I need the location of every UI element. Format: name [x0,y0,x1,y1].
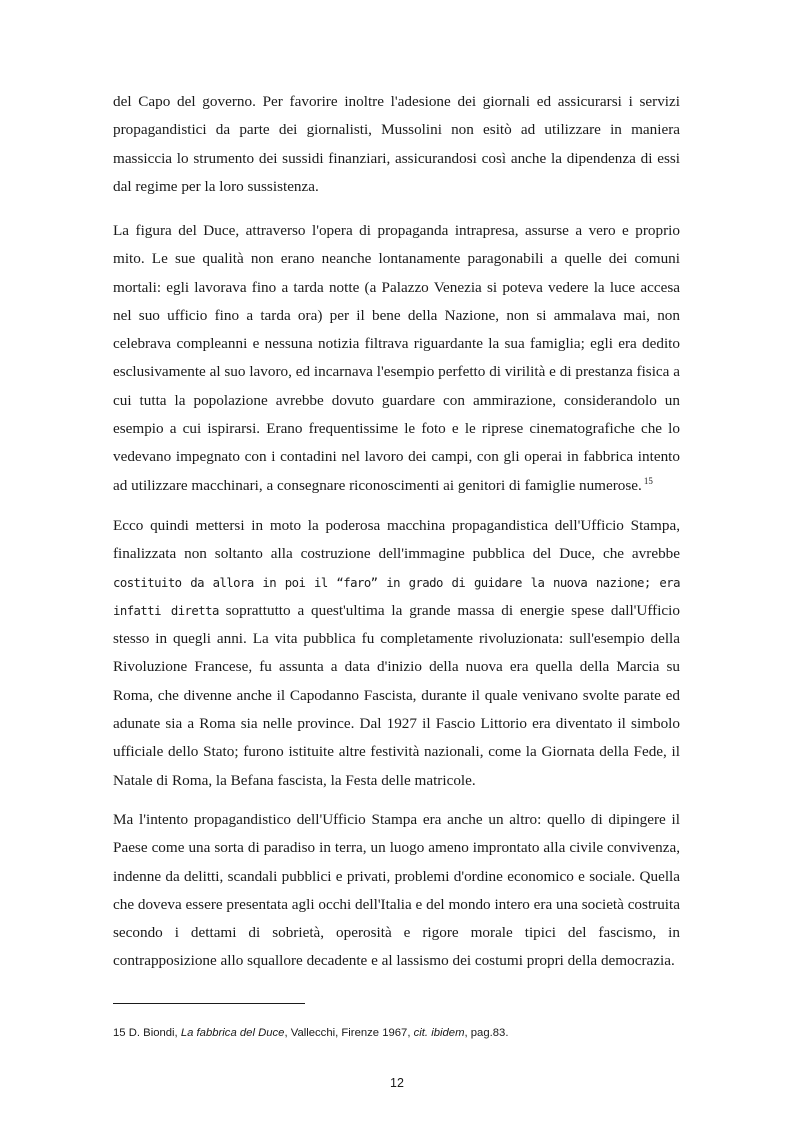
paragraph-2 [113,217,680,500]
footnote-publisher: , Vallecchi, Firenze 1967, [284,1027,414,1039]
footnote [113,1026,680,1040]
footnote-number: 15 [113,1027,126,1039]
paragraph-3-text-part1: Ecco quindi mettersi in moto la poderosa macchina propagandistica dell'Ufficio Stampa, finalizzata non soltanto alla costruzione dell'immagine pubblica del Duce, che avrebbe [113,517,680,563]
footnote-reference: 15 [643,475,653,486]
paragraph-1-text: del Capo del governo. Per favorire inoltre l'adesione dei giornali ed assicurarsi i servizi propagandistici da parte dei giornalisti, Mussolini non esitò ad utilizzare in maniera massiccia lo strumento dei sussidi finanziari, assicurandosi così anche la dipendenza di essi dal regime per la loro sussistenza. [113,93,680,195]
paragraph-3-text-part3: soprattutto a quest'ultima la grande massa di energie spese dall'Ufficio stesso in quegli anni. La vita pubblica fu completamente rivoluzionata: sull'esempio della Rivoluzione Francese, fu assunta a data d'inizio della nuova era quella della Marcia su Roma, che divenne anche il Capodanno Fascista, durante il quale venivano svolte parate ed adunate sia a Roma sia nelle province. Dal 1927 il Fascio Littorio era diventato il simbolo ufficiale dello Stato; furono istituite altre festività nazionali, come la Giornata della Fede, il Natale di Roma, la Befana fascista, la Festa delle matricole. [113,601,680,789]
paragraph-4 [113,806,680,976]
footnote-page: , pag.83. [464,1027,509,1039]
paragraph-3-text-part2: costituito da allora in poi il “faro” in grado di guidare la nuova nazione; era infatti diretta [113,575,680,618]
paragraph-1 [113,88,680,201]
paragraph-3 [113,512,680,795]
paragraph-2-text: La figura del Duce, attraverso l'opera di propaganda intrapresa, assurse a vero e proprio mito. Le sue qualità non erano neanche lontanamente paragonabili a quelle dei comuni mortali: egli lavorava fino a tarda notte (a Palazzo Venezia si poteva vedere la luce accesa nel suo ufficio fino a tarda ora) per il bene della Nazione, non si ammalava mai, non celebrava compleanni e nessuna notizia filtrava riguardante la sua famiglia; egli era dedito esclusivamente al suo lavoro, ed incarnava l'esempio perfetto di virilità e di prestanza fisica a cui tutta la popolazione avrebbe dovuto guardare con ammirazione, considerandolo un esempio a cui ispirarsi. Erano frequentissime le foto e le riprese cinematografiche che lo vedevano impegnato con i contadini nel lavoro dei campi, con gli operai in fabbrica intento ad utilizzare macchinari, a consegnare riconoscimenti ai genitori di famiglie numerose. [113,222,680,494]
footnote-separator [113,1003,305,1004]
page-number: 12 [390,1076,404,1090]
footnote-book-title: La fabbrica del Duce [180,1027,285,1039]
paragraph-4-text: Ma l'intento propagandistico dell'Ufficio Stampa era anche un altro: quello di dipingere il Paese come una sorta di paradiso in terra, un luogo ameno improntato alla civile convivenza, indenne da delitti, scandali pubblici e privati, problemi d'ordine economico e sociale. Quella che doveva essere presentata agli occhi dell'Italia e del mondo intero era una società costruita secondo i dettami di sobrietà, operosità e rigore morale tipici del fascismo, in contrapposizione allo squallore decadente e al lassismo dei costumi propri della democrazia. [113,811,680,970]
footnote-author: D. Biondi, [128,1027,181,1039]
footnote-citation: cit. ibidem [413,1027,465,1039]
